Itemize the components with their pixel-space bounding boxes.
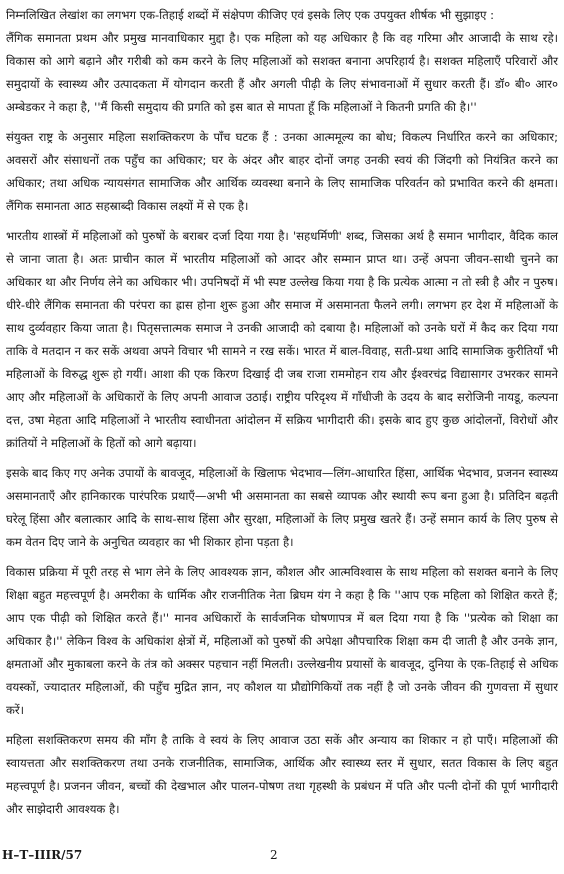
paper-code: H–T–IIIR/57 — [2, 848, 83, 862]
question-instruction: निम्नलिखित लेखांश का लगभग एक-तिहाई शब्दों में संक्षेपण कीजिए एवं इसके लिए एक उपयुक्त शीर्षक भी सुझाइए : — [6, 8, 495, 22]
paragraph-6: महिला सशक्तिकरण समय की माँग है ताकि वे स्वयं के लिए आवाज उठा सकें और अन्याय का शिकार न हो पाएँ। महिलाओं की स्वायत्तता और सशक्तिकरण तथा उनके राजनीतिक, सामाजिक, आर्थिक और स्वास्थ्य स्तर में सुधार, सतत विकास के लिए बहुत महत्त्वपूर्ण है। प्रजनन जीवन, बच्चों की देखभाल और पालन-पोषण तथा गृहस्थी के प्रबंधन में पति और पत्नी दोनों की पूर्ण भागीदारी और साझेदारी आवश्यक है। — [6, 733, 558, 816]
paragraph-4: इसके बाद किए गए अनेक उपायों के बावजूद, महिलाओं के खिलाफ भेदभाव—लिंग-आधारित हिंसा, आर्थिक भेदभाव, प्रजनन स्वास्थ्य असमानताएँ और हानिकारक पारंपरिक प्रथाएँ—अभी भी असमानता का सबसे व्यापक और स्थायी रूप बना हुआ है। प्रतिदिन बढ़ती घरेलू हिंसा और बलात्कार आदि के साथ-साथ हिंसा और सुरक्षा, महिलाओं के लिए प्रमुख खतरे हैं। उन्हें समान कार्य के लिए पुरुष से कम वेतन दिए जाने के अनुचित व्यवहार का भी शिकार होना पड़ता है। — [6, 466, 558, 549]
paragraph-2: संयुक्त राष्ट्र के अनुसार महिला सशक्तिकरण के पाँच घटक हैं : उनका आत्ममूल्य का बोध; विकल्प निर्धारित करने का अधिकार; अवसरों और संसाधनों तक पहुँच का अधिकार; घर के अंदर और बाहर दोनों जगह उनकी स्वयं की जिंदगी को नियंत्रित करने का अधिकार; तथा अधिक न्यायसंगत सामाजिक और आर्थिक व्यवस्था बनाने के लिए सामाजिक परिवर्तन को प्रभावित करने की क्षमता। लैंगिक समानता आठ सहस्राब्दी विकास लक्ष्यों में से एक है। — [6, 130, 558, 213]
page-footer — [0, 848, 564, 868]
paragraph-3: भारतीय शास्त्रों में महिलाओं को पुरुषों के बराबर दर्जा दिया गया है। 'सहधर्मिणी' शब्द, जिसका अर्थ है समान भागीदार, वैदिक काल से जाना जाता है। अतः प्राचीन काल में भारतीय महिलाओं को आदर और सम्मान प्राप्त था। उन्हें अपना जीवन-साथी चुनने का अधिकार था और निर्णय लेने का अधिकार भी। उपनिषदों में भी स्पष्ट उल्लेख किया गया है कि प्रत्येक आत्मा न तो स्त्री है और न पुरुष। धीरे-धीरे लैंगिक समानता की परंपरा का ह्रास होना शुरू हुआ और समाज में असमानता फैलने लगी। लगभग हर देश में महिलाओं के साथ दुर्व्यवहार किया जाता है। पितृसत्तात्मक समाज ने उनकी आजादी को दबाया है। महिलाओं को उनके घरों में कैद कर दिया गया ताकि वे मतदान न कर सकें अथवा अपने विचार भी सामने न रख सकें। भारत में बाल-विवाह, सती-प्रथा आदि सामाजिक कुरीतियाँ भी महिलाओं के विरुद्ध शुरू हो गयीं। आशा की एक किरण दिखाई दी जब राजा राममोहन राय और ईश्वरचंद्र विद्यासागर उभरकर सामने आए और महिलाओं के अधिकारों के लिए अपनी आवाज उठाई। राष्ट्रीय परिदृश्य में गाँधीजी के उदय के बाद सरोजिनी नायडू, कल्पना दत्त, उषा मेहता आदि महिलाओं ने भारतीय स्वाधीनता आंदोलन में सक्रिय भागीदारी की। इसके बाद हुए कुछ आंदोलनों, विरोधों और क्रांतियों ने महिलाओं के हितों को आगे बढ़ाया। — [6, 229, 558, 450]
paragraph-1: लैंगिक समानता प्रथम और प्रमुख मानवाधिकार मुद्दा है। एक महिला को यह अधिकार है कि वह गरिमा और आजादी के साथ रहे। विकास को आगे बढ़ाने और गरीबी को कम करने के लिए महिलाओं को सशक्त बनाना अपरिहार्य है। सशक्त महिलाएँ परिवारों और समुदायों के स्वास्थ्य और उत्पादकता में योगदान करती हैं और अगली पीढ़ी के लिए संभावनाओं में सुधार करती हैं। डॉ० बी० आर० अम्बेडकर ने कहा है, ''मैं किसी समुदाय की प्रगति को इस बात से मापता हूँ कि महिलाओं ने कितनी प्रगति की है।'' — [6, 31, 558, 114]
paragraph-5: विकास प्रक्रिया में पूरी तरह से भाग लेने के लिए आवश्यक ज्ञान, कौशल और आत्मविश्वास के साथ महिला को सशक्त बनाने के लिए शिक्षा बहुत महत्त्वपूर्ण है। अमरीका के धार्मिक और राजनीतिक नेता ब्रिघम यंग ने कहा है कि ''आप एक महिला को शिक्षित करते हैं; आप एक पीढ़ी को शिक्षित करते हैं।'' मानव अधिकारों के सार्वजनिक घोषणापत्र में बल दिया गया है कि ''प्रत्येक को शिक्षा का अधिकार है।'' लेकिन विश्व के अधिकांश क्षेत्रों में, महिलाओं को पुरुषों की अपेक्षा औपचारिक शिक्षा कम दी जाती है और उनके ज्ञान, क्षमताओं और मुकाबला करने के तंत्र को अक्सर पहचान नहीं मिलती। उल्लेखनीय प्रयासों के बावजूद, दुनिया के एक-तिहाई से अधिक वयस्कों, ज्यादातर महिलाओं, की पहुँच मुद्रित ज्ञान, नए कौशल या प्रौद्योगिकियों तक नहीं है जो उनके जीवन की गुणवत्ता में सुधार करें। — [6, 565, 558, 717]
page-number: 2 — [270, 848, 278, 862]
document-page — [6, 4, 558, 828]
